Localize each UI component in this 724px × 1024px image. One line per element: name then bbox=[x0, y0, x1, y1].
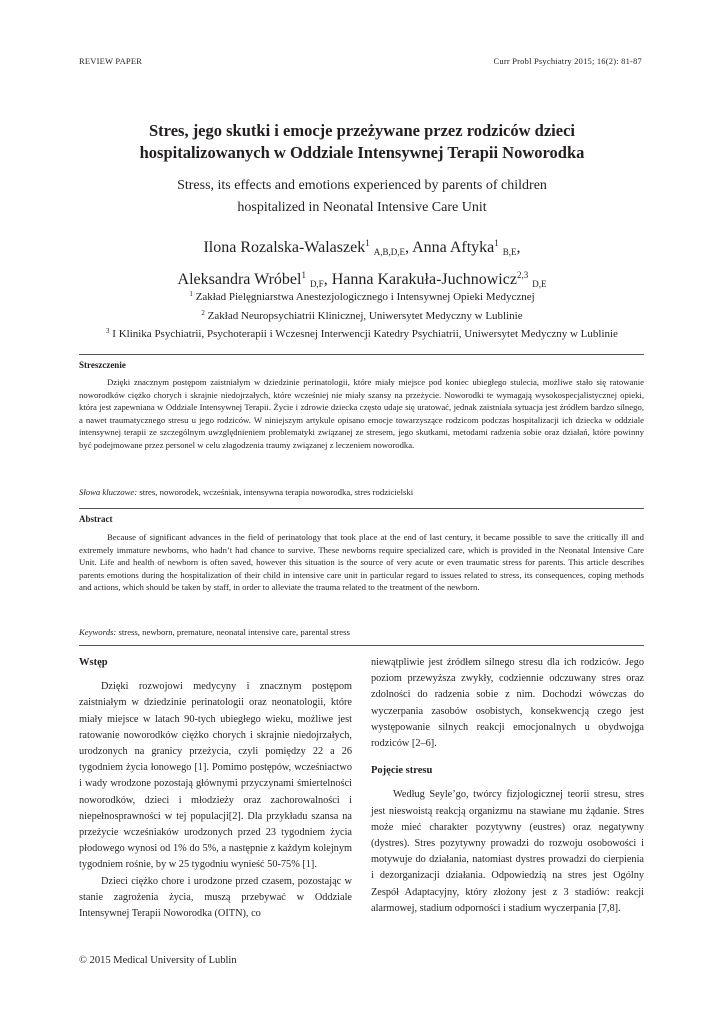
keywords-text: stress, newborn, premature, neonatal intensive care, parental stress bbox=[116, 627, 350, 637]
affiliations bbox=[40, 287, 684, 343]
author-affil-num: 1 bbox=[301, 270, 306, 280]
title-english-line-1: Stress, its effects and emotions experienced by parents of children bbox=[177, 178, 547, 193]
abstract-heading: Abstract bbox=[79, 514, 113, 524]
affiliation-num: 1 bbox=[189, 290, 193, 298]
header-citation: Curr Probl Psychiatry 2015; 16(2): 81-87 bbox=[493, 56, 642, 66]
affiliation-3 bbox=[40, 324, 684, 343]
affiliation-text: I Klinika Psychiatrii, Psychoterapii i Wczesnej Interwencji Katedry Psychiatrii, Uniwersytet Medyczny w Lublinie bbox=[112, 328, 618, 340]
section-heading-pojecie-stresu: Pojęcie stresu bbox=[371, 765, 433, 777]
author-line-1: Ilona Rozalska-Walaszek$^1$ $_{A,B,D,E}$, Anna Aftyka$^1$ $_{B,E}$, bbox=[203, 238, 521, 257]
slowa-kluczowe bbox=[79, 486, 644, 498]
keywords-label: Keywords: bbox=[79, 627, 117, 637]
streszczenie-text: Dzięki znacznym postępom zaistniałym w dziedzinie perinatologii, które miały miejsce pod koniec ubiegłego stulecia, możliwe stało się ratowanie noworodków ciężko chorych i skrajnie niedojrzałych, które wcześniej nie miały szansy na przeżycie. Noworodki te wymagają wysokospecjalistycznej opieki, która jest zapewniana w Oddziale Intensywnej Terapii. Życie i zdrowie dziecka często udaje się uratować, jednak zaistniała sytuacja jest źródłem bardzo silnego, a nawet traumatycznego stresu u jego rodziców. W niniejszym artykule opisano emocje towarzyszące rodzicom podczas hospitalizacji ich dziecka w oddziale intensywnej terapii ze szczególnym uwzględnieniem problematyki związanej ze stresem, jego skutkami, metodami radzenia sobie oraz działań, które powinny być podejmowane przez personel w celu złagodzenia traumy związanej z leczeniem noworodka. bbox=[79, 377, 644, 450]
title-polish-line-2: hospitalizowanych w Oddziale Intensywnej Terapii Noworodka bbox=[139, 143, 585, 162]
affiliation-text: Zakład Neuropsychiatrii Klinicznej, Uniwersytet Medyczny w Lublinie bbox=[207, 309, 523, 322]
author-name: Ilona Rozalska-Walaszek bbox=[203, 239, 366, 256]
affiliation-num: 2 bbox=[201, 308, 205, 317]
body-column-right bbox=[371, 655, 644, 917]
paragraph: Dzięki rozwojowi medycyny i znacznym postępom zaistniałym w dziedzinie perinatologii oraz neonatologii, które miały miejsce w latach 90-tych ubiegłego wieku, możliwe jest ratowanie noworodków ciężko chorych i skrajnie niedojrzałych, urodzonych na granicy przeżycia, czyli pomiędzy 22 a 26 tygodniem życia łonowego [1]. Pomimo postępów, wcześniactwo i wady wrodzone pozostają głównymi przyczynami śmiertelności noworodków, dzieci i młodzieży oraz zachorowalności i niepełnosprawności w tej populacji[2]. Dla przykładu szansa na przeżycie wcześniaków urodzonych przed 23 tygodniem życia płodowego wynosi od 1% do 5%, a następnie z każdym kolejnym tygodniem rośnie, by w 25 tygodniu wynieść 50-75% [1]. bbox=[79, 681, 352, 871]
author-name: Anna Aftyka bbox=[412, 239, 495, 256]
author-name: Hanna Karakuła-Juchnowicz bbox=[331, 271, 517, 288]
abstract-text: Because of significant advances in the field of perinatology that took place at the end of last century, it became possible to save the critically ill and extremely immature newborns, who hadn’t had chance to survive. These newborns require specialized care, which is provided in the Neonatal Intensive Care Unit. Life and health of newborn is often saved, however this situation is the source of very acute or even traumatic stress for parents. This article describes parents emotions during the hospitalization of their child in intensive care unit in particular regard to issues related to stress, its consequences, coping methods and actions, which should be taken by staff, in order to alleviate the trauma related to the treatment of the newborn. bbox=[79, 532, 644, 593]
slowa-kluczowe-text: stres, noworodek, wcześniak, intensywna terapia noworodka, stres rodzicielski bbox=[137, 487, 414, 497]
author-affil-num: 1 bbox=[365, 238, 370, 248]
paragraph: Dzieci ciężko chore i urodzone przed czasem, pozostając w stanie zagrożenia życia, muszą przebywać w Oddziale Intensywnej Terapii Noworodka (OITN), co bbox=[79, 875, 352, 920]
author-name: Aleksandra Wróbel bbox=[177, 271, 302, 288]
divider bbox=[79, 645, 644, 646]
slowa-kluczowe-label: Słowa kluczowe: bbox=[79, 487, 138, 497]
author-line-2: Aleksandra Wróbel$^1$ $_{D,F}$, Hanna Karakuła-Juchnowicz$^{2,3}$ $_{D,E}$ bbox=[177, 270, 547, 289]
paragraph: Według Seyle’go, twórcy fizjologicznej teorii stresu, stres jest nieswoistą reakcją organizmu na stawiane mu żądanie. Stres może mieć charakter pozytywny (eustres) oraz negatywny (dystres). Stres pozytywny prowadzi do rozwoju osobowości i motywuje do działania, natomiast dystres prowadzi do cierpienia i dezorganizacji działania. Odpowiedzią na stres jest Ogólny Zespół Adaptacyjny, który złożony jest z 3 stadiów: reakcji alarmowej, stadium odporności i stadium wyczerpania [7,8]. bbox=[371, 789, 644, 914]
footer-copyright: © 2015 Medical University of Lublin bbox=[79, 955, 237, 966]
title-polish-line-1: Stres, jego skutki i emocje przeżywane przez rodziców dzieci bbox=[149, 121, 575, 140]
divider bbox=[79, 354, 644, 355]
section-heading-wstep: Wstęp bbox=[79, 657, 108, 668]
streszczenie-heading: Streszczenie bbox=[79, 360, 126, 370]
divider bbox=[79, 508, 644, 509]
keywords bbox=[79, 626, 644, 638]
affiliation-2 bbox=[40, 306, 684, 325]
author-roles: D,F bbox=[309, 279, 324, 289]
affiliation-1 bbox=[40, 287, 684, 306]
author-roles: D,E bbox=[532, 279, 547, 289]
title-polish bbox=[60, 120, 664, 164]
body-column-left bbox=[79, 655, 352, 922]
title-english-line-2: hospitalized in Neonatal Intensive Care Unit bbox=[237, 200, 487, 215]
author-affil-num: 2,3 bbox=[516, 270, 529, 280]
author-roles: B,E bbox=[502, 247, 517, 257]
affiliation-num: 3 bbox=[106, 327, 110, 335]
author-roles: A,B,D,E bbox=[373, 247, 405, 257]
title-english bbox=[60, 175, 664, 219]
paragraph: niewątpliwie jest źródłem silnego stresu dla ich rodziców. Jego poziom przewyższa zwykły, codziennie odczuwany stres oraz zdolności do radzenia sobie z nim. Dochodzi wówczas do wyczerpania zasobów osobistych, konsekwencją czego jest występowanie silnych reakcji emocjonalnych u obydwojga rodziców [2–6]. bbox=[371, 657, 644, 750]
author-affil-num: 1 bbox=[494, 238, 499, 248]
affiliation-text: Zakład Pielęgniarstwa Anestezjologicznego i Intensywnej Opieki Medycznej bbox=[195, 291, 535, 303]
header-journal-type: REVIEW PAPER bbox=[79, 56, 143, 66]
